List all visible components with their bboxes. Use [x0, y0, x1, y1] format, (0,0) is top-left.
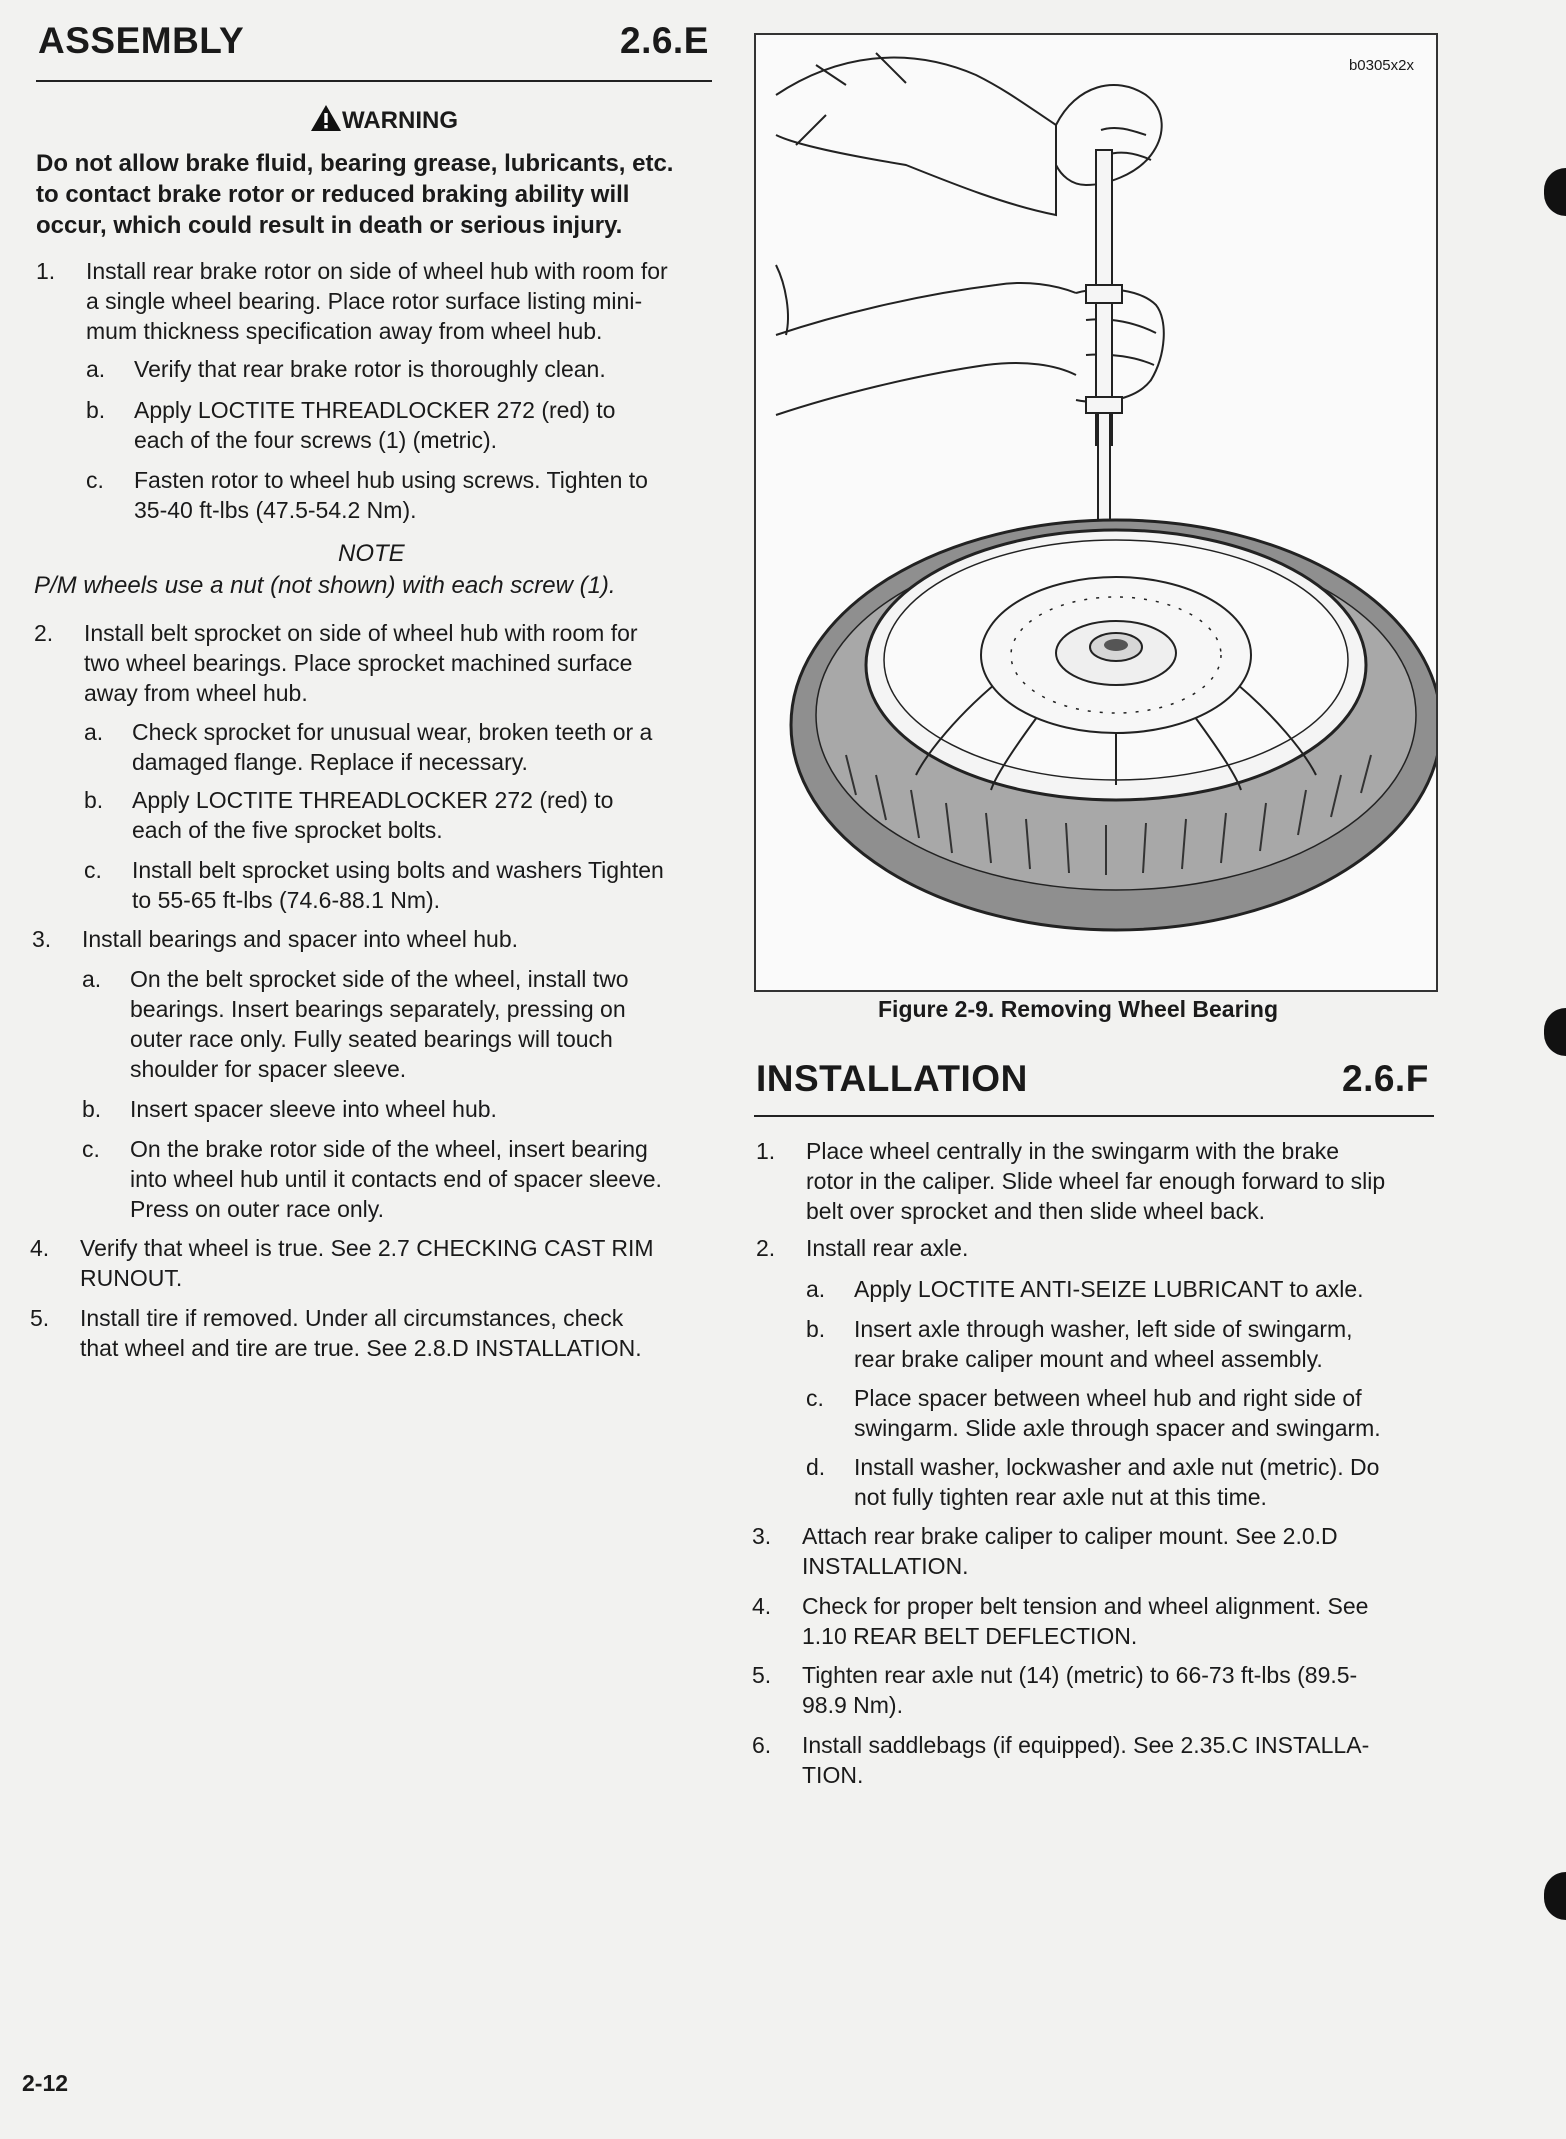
substep-letter: a.: [84, 719, 104, 745]
step-text: Install bearings and spacer into wheel hub.: [82, 926, 519, 952]
step-text: Attach rear brake caliper to caliper mount. See 2.0.D INSTALLATION.: [802, 1523, 1338, 1579]
substep-letter: b.: [86, 397, 106, 423]
substep-text: Place spacer between wheel hub and right side of swingarm. Slide axle through spacer and swingarm.: [854, 1385, 1381, 1441]
figure-caption: Figure 2-9. Removing Wheel Bearing: [878, 996, 1279, 1022]
substep-text: Apply LOCTITE THREADLOCKER 272 (red) to each of the four screws (1) (metric).: [134, 397, 616, 453]
substep-text: On the belt sprocket side of the wheel, install two bearings. Insert bearings separately, pressing on outer race only. Fully seated bearings will touch shoulder for spacer sleeve.: [130, 966, 629, 1082]
substep-text: Check sprocket for unusual wear, broken teeth or a damaged flange. Replace if necessary.: [132, 719, 653, 775]
substep-text: Apply LOCTITE THREADLOCKER 272 (red) to each of the five sprocket bolts.: [132, 787, 614, 843]
step-text: Install belt sprocket on side of wheel hub with room for two wheel bearings. Place sprocket machined surface away from wheel hub.: [84, 620, 638, 706]
section-title-installation: INSTALLATION: [756, 1058, 1028, 1099]
warning-title: WARNING: [342, 107, 458, 134]
step-number: 6.: [752, 1732, 772, 1758]
step-text: Tighten rear axle nut (14) (metric) to 66-73 ft-lbs (89.5- 98.9 Nm).: [802, 1662, 1358, 1718]
header-rule-right: [754, 1115, 1434, 1117]
section-number-installation: 2.6.F: [1342, 1058, 1429, 1099]
step-number: 2.: [756, 1235, 776, 1261]
header-rule-left: [36, 80, 712, 82]
substep-text: On the brake rotor side of the wheel, insert bearing into wheel hub until it contacts end of spacer sleeve. Press on outer race only.: [130, 1136, 662, 1222]
step-text: Install rear brake rotor on side of wheel hub with room for a single wheel bearing. Place rotor surface listing mini- mum thickness specification away from wheel hub.: [86, 258, 668, 344]
step-text: Install tire if removed. Under all circumstances, check that wheel and tire are true. See 2.8.D INSTALLATION.: [80, 1305, 642, 1361]
substep-text: Verify that rear brake rotor is thoroughly clean.: [134, 356, 606, 382]
substep-text: Install belt sprocket using bolts and washers Tighten to 55-65 ft-lbs (74.6-88.1 Nm).: [132, 857, 664, 913]
substep-letter: d.: [806, 1454, 826, 1480]
substep-letter: c.: [86, 467, 104, 493]
step-number: 4.: [30, 1235, 50, 1261]
step-number: 1.: [36, 258, 56, 284]
substep-letter: b.: [84, 787, 104, 813]
page-number: 2-12: [22, 2070, 69, 2096]
substep-text: Install washer, lockwasher and axle nut (metric). Do not fully tighten rear axle nut at this time.: [854, 1454, 1380, 1510]
warning-heading: [310, 104, 458, 135]
step-number: 5.: [30, 1305, 50, 1331]
section-title-assembly: ASSEMBLY: [38, 20, 245, 61]
figure-id: b0305x2x: [1348, 57, 1414, 74]
binder-tab-mark: [1544, 1872, 1566, 1920]
warning-line: Do not allow brake fluid, bearing grease, lubricants, etc.: [36, 150, 674, 177]
step-text: Check for proper belt tension and wheel alignment. See 1.10 REAR BELT DEFLECTION.: [802, 1593, 1369, 1649]
figure-frame: [754, 33, 1438, 992]
warning-triangle-icon: [310, 104, 342, 132]
substep-text: Insert spacer sleeve into wheel hub.: [130, 1096, 497, 1122]
substep-text: Fasten rotor to wheel hub using screws. Tighten to 35-40 ft-lbs (47.5-54.2 Nm).: [134, 467, 648, 523]
substep-letter: c.: [806, 1385, 824, 1411]
warning-text: [36, 148, 712, 241]
note-text: P/M wheels use a nut (not shown) with each screw (1).: [34, 572, 616, 599]
substep-letter: c.: [82, 1136, 100, 1162]
step-number: 1.: [756, 1138, 776, 1164]
substep-letter: a.: [806, 1276, 826, 1302]
step-number: 2.: [34, 620, 54, 646]
warning-line: occur, which could result in death or serious injury.: [36, 212, 623, 239]
wheel-bearing-illustration: [756, 35, 1436, 990]
warning-line: to contact brake rotor or reduced braking ability will: [36, 181, 630, 208]
substep-letter: c.: [84, 857, 102, 883]
binder-tab-mark: [1544, 168, 1566, 216]
section-number-assembly: 2.6.E: [620, 20, 709, 61]
step-number: 5.: [752, 1662, 772, 1688]
substep-text: Apply LOCTITE ANTI-SEIZE LUBRICANT to axle.: [854, 1276, 1364, 1302]
substep-text: Insert axle through washer, left side of swingarm, rear brake caliper mount and wheel assembly.: [854, 1316, 1353, 1372]
step-text: Verify that wheel is true. See 2.7 CHECKING CAST RIM RUNOUT.: [80, 1235, 654, 1291]
binder-tab-mark: [1544, 1008, 1566, 1056]
step-text: Place wheel centrally in the swingarm with the brake rotor in the caliper. Slide wheel far enough forward to slip belt over sprocket and then slide wheel back.: [806, 1138, 1386, 1224]
substep-letter: a.: [82, 966, 102, 992]
step-text: Install saddlebags (if equipped). See 2.35.C INSTALLA- TION.: [802, 1732, 1370, 1788]
note-heading: NOTE: [338, 540, 405, 567]
substep-letter: b.: [82, 1096, 102, 1122]
step-number: 3.: [32, 926, 52, 952]
substep-letter: b.: [806, 1316, 826, 1342]
step-text: Install rear axle.: [806, 1235, 969, 1261]
substep-letter: a.: [86, 356, 106, 382]
step-number: 3.: [752, 1523, 772, 1549]
step-number: 4.: [752, 1593, 772, 1619]
